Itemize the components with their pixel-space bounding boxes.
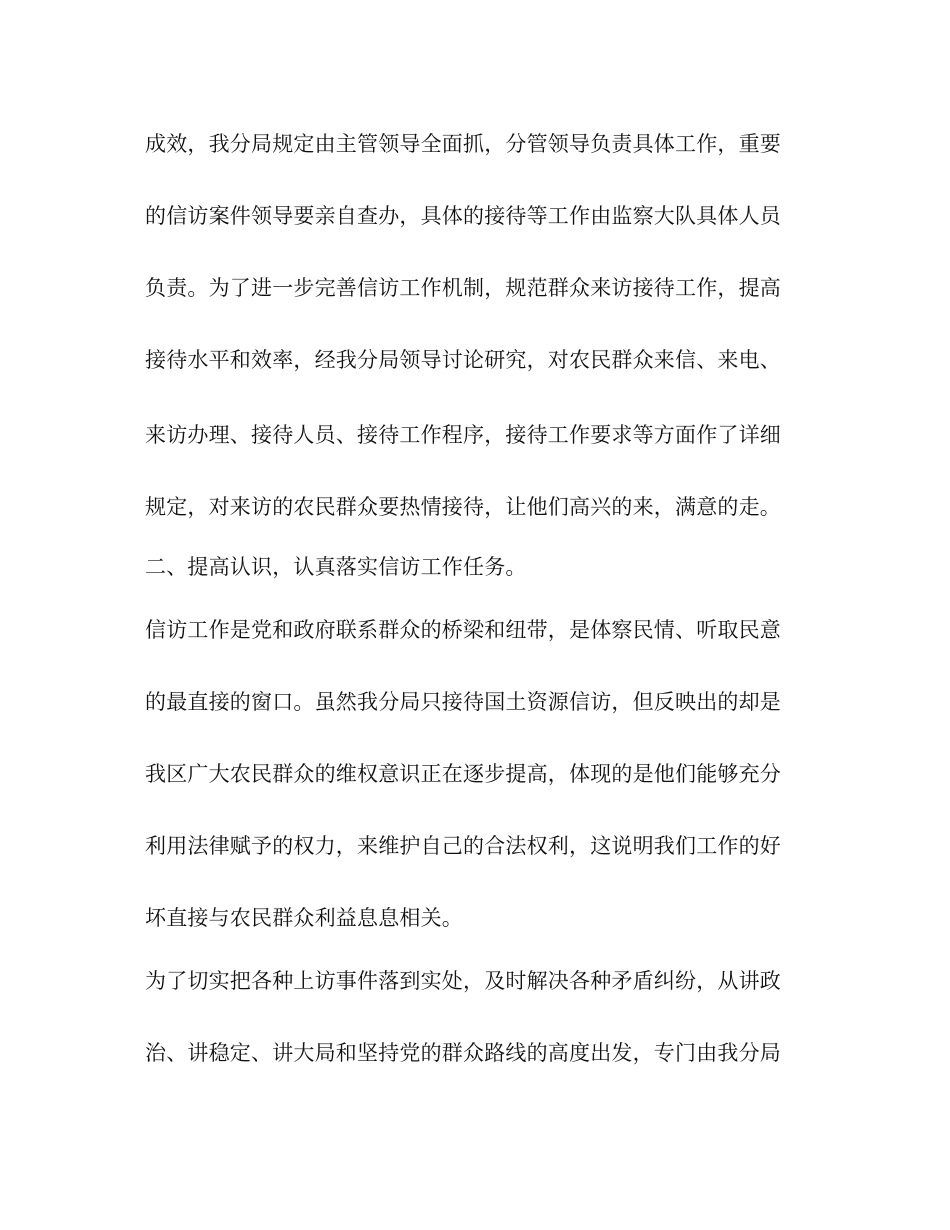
- paragraph-line: 负责。为了进一步完善信访工作机制，规范群众来访接待工作，提高: [145, 276, 781, 300]
- paragraph-line: 成效，我分局规定由主管领导全面抓，分管领导负责具体工作，重要: [145, 132, 781, 156]
- paragraph-line: 的信访案件领导要亲自查办，具体的接待等工作由监察大队具体人员: [145, 204, 781, 228]
- paragraph-line: 为了切实把各种上访事件落到实处，及时解决各种矛盾纠纷，从讲政: [145, 969, 781, 993]
- paragraph-line: 我区广大农民群众的维权意识正在逐步提高，体现的是他们能够充分: [145, 762, 781, 786]
- paragraph-line: 接待水平和效率，经我分局领导讨论研究，对农民群众来信、来电、: [145, 348, 781, 372]
- paragraph-line: 坏直接与农民群众利益息息相关。: [145, 906, 463, 930]
- paragraph-line: 来访办理、接待人员、接待工作程序，接待工作要求等方面作了详细: [145, 423, 781, 447]
- paragraph-line: 利用法律赋予的权力，来维护自己的合法权利，这说明我们工作的好: [145, 834, 781, 858]
- paragraph-line: 的最直接的窗口。虽然我分局只接待国土资源信访，但反映出的却是: [145, 690, 781, 714]
- paragraph-line: 治、讲稳定、讲大局和坚持党的群众路线的高度出发，专门由我分局: [145, 1041, 781, 1065]
- paragraph-line: 信访工作是党和政府联系群众的桥梁和纽带，是体察民情、听取民意: [145, 618, 781, 642]
- section-heading: 二、提高认识，认真落实信访工作任务。: [145, 555, 527, 579]
- paragraph-line: 规定，对来访的农民群众要热情接待，让他们高兴的来，满意的走。: [145, 495, 781, 519]
